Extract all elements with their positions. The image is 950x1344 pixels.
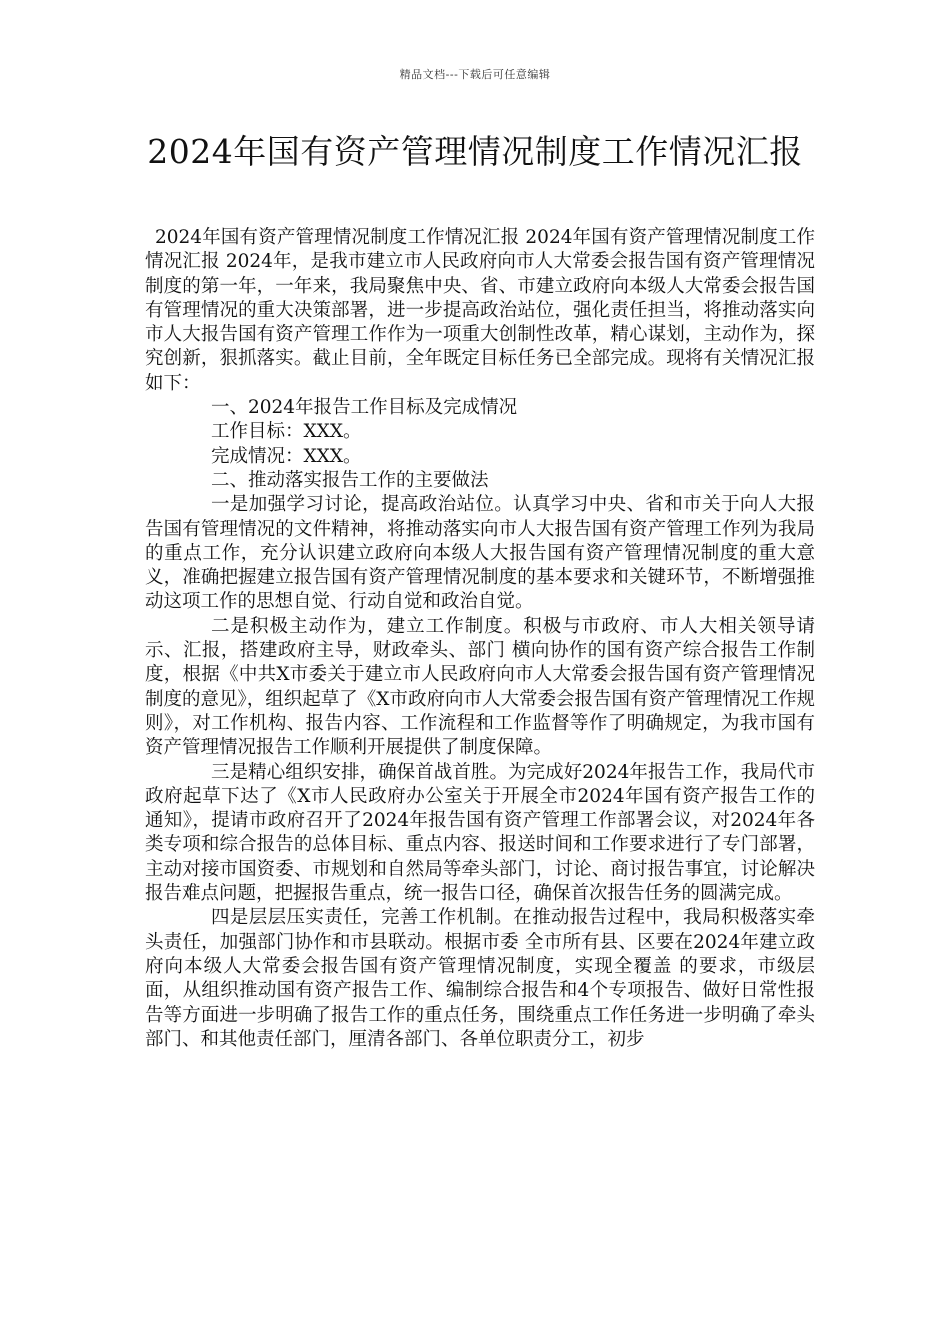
paragraph-system: 二是积极主动作为，建立工作制度。积极与市政府、市人大相关领导请示、汇报，搭建政府主导，财政牵头、部门 横向协作的国有资产综合报告工作制度，根据《中共X市委关于建立市人民政府向市人大常委会报告国有资产管理情况制度的意见》，组织起草了《X市政府向市人大常委会报告国有资产管理情况工作规则》，对工作机构、报告内容、工作流程和工作监督等作了明确规定，为我市国有资产管理情况报告工作顺利开展提供了制度保障。 bbox=[145, 615, 815, 759]
header-note: 精品文档---下载后可任意编辑 bbox=[399, 68, 551, 81]
completion-status-line: 完成情况：XXX。 bbox=[211, 445, 362, 467]
paragraph-organize: 三是精心组织安排，确保首战首胜。为完成好2024年报告工作，我局代市政府起草下达了《X市人民政府办公室关于开展全市2024年国有资产报告工作的通知》，提请市政府召开了2024年报告国有资产管理工作部署会议，对2024年各类专项和综合报告的总体目标、重点内容、报送时间和工作要求进行了专门部署，主动对接市国资委、市规划和自然局等牵头部门，讨论、商讨报告事宜，讨论解决报告难点问题，把握报告重点，统一报告口径，确保首次报告任务的圆满完成。 bbox=[145, 761, 815, 905]
work-target-line: 工作目标：XXX。 bbox=[211, 421, 362, 443]
section-heading-2: 二、推动落实报告工作的主要做法 bbox=[211, 469, 489, 491]
document-body bbox=[145, 226, 815, 1052]
paragraph-responsibility: 四是层层压实责任，完善工作机制。在推动报告过程中，我局积极落实牵头责任，加强部门协作和市县联动。根据市委 全市所有县、区要在2024年建立政府向本级人大常委会报告国有资产管理情况制度，实现全覆盖 的要求，市级层面，从组织推动国有资产报告工作、编制综合报告和4个专项报告、做好日常性报告等方面进一步明确了报告工作的重点任务，围绕重点工作任务进一步明确了牵头部门、和其他责任部门，厘清各部门、各单位职责分工，初步 bbox=[145, 907, 815, 1050]
paragraph-study: 一是加强学习讨论，提高政治站位。认真学习中央、省和市关于向人大报告国有管理情况的文件精神，将推动落实向市人大报告国有资产管理工作列为我局的重点工作，充分认识建立政府向本级人大报告国有资产管理情况制度的重大意义，准确把握建立报告国有资产管理情况制度的基本要求和关键环节，不断增强推动这项工作的思想自觉、行动自觉和政治自觉。 bbox=[145, 494, 815, 613]
section-heading-1: 一、2024年报告工作目标及完成情况 bbox=[211, 397, 518, 419]
document-title: 2024年国有资产管理情况制度工作情况汇报 bbox=[147, 132, 803, 171]
intro-paragraph: 2024年国有资产管理情况制度工作情况汇报 2024年国有资产管理情况制度工作情况汇报 2024年，是我市建立市人民政府向市人大常委会报告国有资产管理情况制度的第一年，一年来，我局聚焦中央、省、市建立政府向本级人大常委会报告国有管理情况的重大决策部署，进一步提高政治站位，强化责任担当，将推动落实向市人大报告国有资产管理工作作为一项重大创制性改革，精心谋划，主动作为，探究创新，狠抓落实。截止目前，全年既定目标任务已全部完成。现将有关情况汇报如下： bbox=[145, 227, 815, 394]
